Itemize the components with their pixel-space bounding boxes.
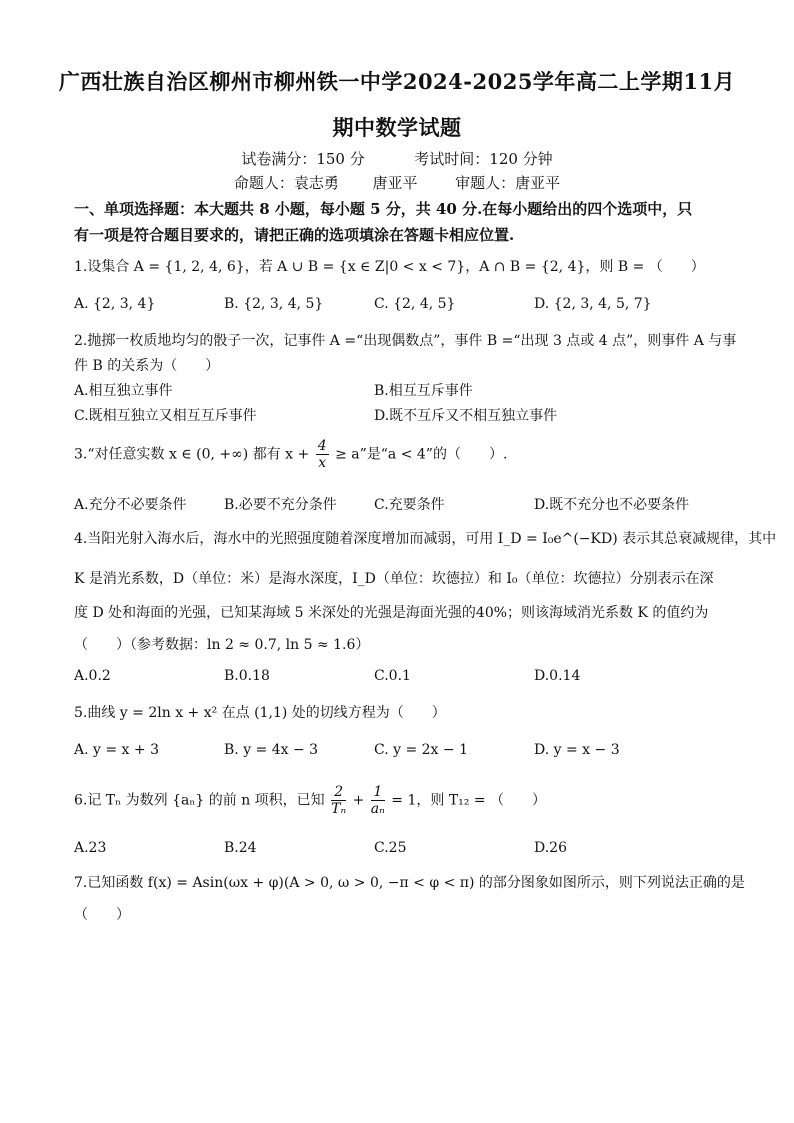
q5-option-d: D. y = x − 3 bbox=[534, 742, 620, 758]
q6-frac1-num: 2 bbox=[331, 784, 346, 801]
q4-stem-line3: 度 D 处和海面的光强，已知某海域 5 米深处的光强是海面光强的40%；则该海域消光系数 K 的值约为 bbox=[74, 605, 709, 621]
exam-title-line1: 广西壮族自治区柳州市柳州铁一中学2024-2025学年高二上学期11月 bbox=[58, 69, 736, 94]
q2-stem-line1: 2.抛掷一枚质地均匀的骰子一次，记事件 A =“出现偶数点”，事件 B =“出现 3 点或 4 点”，则事件 A 与事 bbox=[74, 333, 737, 349]
q3-stem-pre: 3.“对任意实数 x ∈ (0, +∞) 都有 x + bbox=[74, 446, 310, 463]
q6-stem-post: = 1，则 T₁₂ = （ ） bbox=[391, 792, 547, 809]
q6-fraction-1 bbox=[331, 784, 346, 817]
q2-option-c: C.既相互独立又相互互斥事件 bbox=[74, 408, 257, 424]
author2-label: 唐亚平 bbox=[372, 174, 418, 192]
exam-meta-row1 bbox=[0, 148, 794, 169]
section-heading-line1: 一、单项选择题：本大题共 8 小题，每小题 5 分，共 40 分.在每小题给出的四个选项中，只 bbox=[74, 200, 693, 218]
q4-option-d: D.0.14 bbox=[534, 668, 581, 684]
q6-option-a: A.23 bbox=[74, 840, 107, 856]
q6-option-b: B.24 bbox=[224, 840, 257, 856]
q2-option-b: B.相互互斥事件 bbox=[374, 383, 473, 399]
section-heading-line2: 有一项是符合题目要求的，请把正确的选项填涂在答题卡相应位置. bbox=[74, 226, 515, 244]
q1-option-c: C. {2, 4, 5} bbox=[374, 296, 456, 312]
q2-stem-line2: 件 B 的关系为（ ） bbox=[74, 358, 220, 374]
q1-option-b: B. {2, 3, 4, 5} bbox=[224, 296, 324, 312]
q6-frac2-den: aₙ bbox=[370, 801, 385, 817]
q1-option-a: A. {2, 3, 4} bbox=[74, 296, 156, 312]
q3-option-d: D.既不充分也不必要条件 bbox=[534, 497, 690, 513]
q5-stem: 5.曲线 y = 2ln x + x² 在点 (1,1) 处的切线方程为（ ） bbox=[74, 705, 446, 721]
q6-plus: + bbox=[352, 792, 365, 809]
q5-option-a: A. y = x + 3 bbox=[74, 742, 159, 758]
q6-option-d: D.26 bbox=[534, 840, 567, 856]
q2-option-d: D.既不互斥又不相互独立事件 bbox=[374, 408, 558, 424]
q4-stem-line4: （ ）（参考数据：ln 2 ≈ 0.7, ln 5 ≈ 1.6） bbox=[74, 637, 370, 653]
q6-fraction-2 bbox=[371, 784, 385, 817]
score-label: 试卷满分：150 分 bbox=[241, 150, 365, 168]
q4-option-a: A.0.2 bbox=[74, 668, 111, 684]
q7-stem-line1: 7.已知函数 f(x) = Asin(ωx + φ)(A > 0, ω > 0, −π < φ < π) 的部分图象如图所示，则下列说法正确的是 bbox=[74, 875, 745, 891]
q3-option-b: B.必要不充分条件 bbox=[224, 497, 337, 513]
q4-stem-line2: K 是消光系数，D（单位：米）是海水深度，I_D（单位：坎德拉）和 I₀（单位：坎德拉）分别表示在深 bbox=[74, 571, 714, 587]
q3-stem bbox=[74, 438, 507, 471]
q6-stem-pre: 6.记 Tₙ 为数列 {aₙ} 的前 n 项积，已知 bbox=[74, 792, 325, 809]
q3-frac-den: x bbox=[318, 455, 327, 471]
q5-option-b: B. y = 4x − 3 bbox=[224, 742, 319, 758]
q3-frac-num: 4 bbox=[317, 438, 327, 454]
q6-frac1-den: Tₙ bbox=[331, 801, 347, 817]
time-label: 考试时间：120 分钟 bbox=[414, 150, 553, 168]
q1-stem: 1.设集合 A = {1, 2, 4, 6}，若 A ∪ B = {x ∈ Z|0 < x < 7}，A ∩ B = {2, 4}，则 B = （ ） bbox=[74, 259, 705, 275]
q6-frac2-num: 1 bbox=[371, 784, 385, 801]
q3-fraction bbox=[316, 438, 329, 471]
q2-option-a: A.相互独立事件 bbox=[74, 383, 173, 399]
exam-meta-row2 bbox=[0, 172, 794, 193]
q4-stem-line1: 4.当阳光射入海水后，海水中的光照强度随着深度增加而减弱，可用 I_D = I₀e^(−KD) 表示其总衰减规律，其中 bbox=[74, 531, 777, 547]
q4-option-c: C.0.1 bbox=[374, 668, 411, 684]
reviewer-label: 审题人：唐亚平 bbox=[455, 174, 561, 192]
q5-option-c: C. y = 2x − 1 bbox=[374, 742, 468, 758]
q4-option-b: B.0.18 bbox=[224, 668, 270, 684]
q1-option-d: D. {2, 3, 4, 5, 7} bbox=[534, 296, 652, 312]
exam-title-line2: 期中数学试题 bbox=[332, 115, 462, 140]
q3-option-c: C.充要条件 bbox=[374, 497, 445, 513]
q3-option-a: A.充分不必要条件 bbox=[74, 497, 187, 513]
q6-option-c: C.25 bbox=[374, 840, 407, 856]
q7-stem-line2: （ ） bbox=[74, 907, 130, 923]
q6-stem bbox=[74, 784, 546, 817]
q3-stem-post: ≥ a”是“a < 4”的（ ）. bbox=[335, 446, 508, 463]
author-label: 命题人：袁志勇 bbox=[233, 174, 339, 192]
